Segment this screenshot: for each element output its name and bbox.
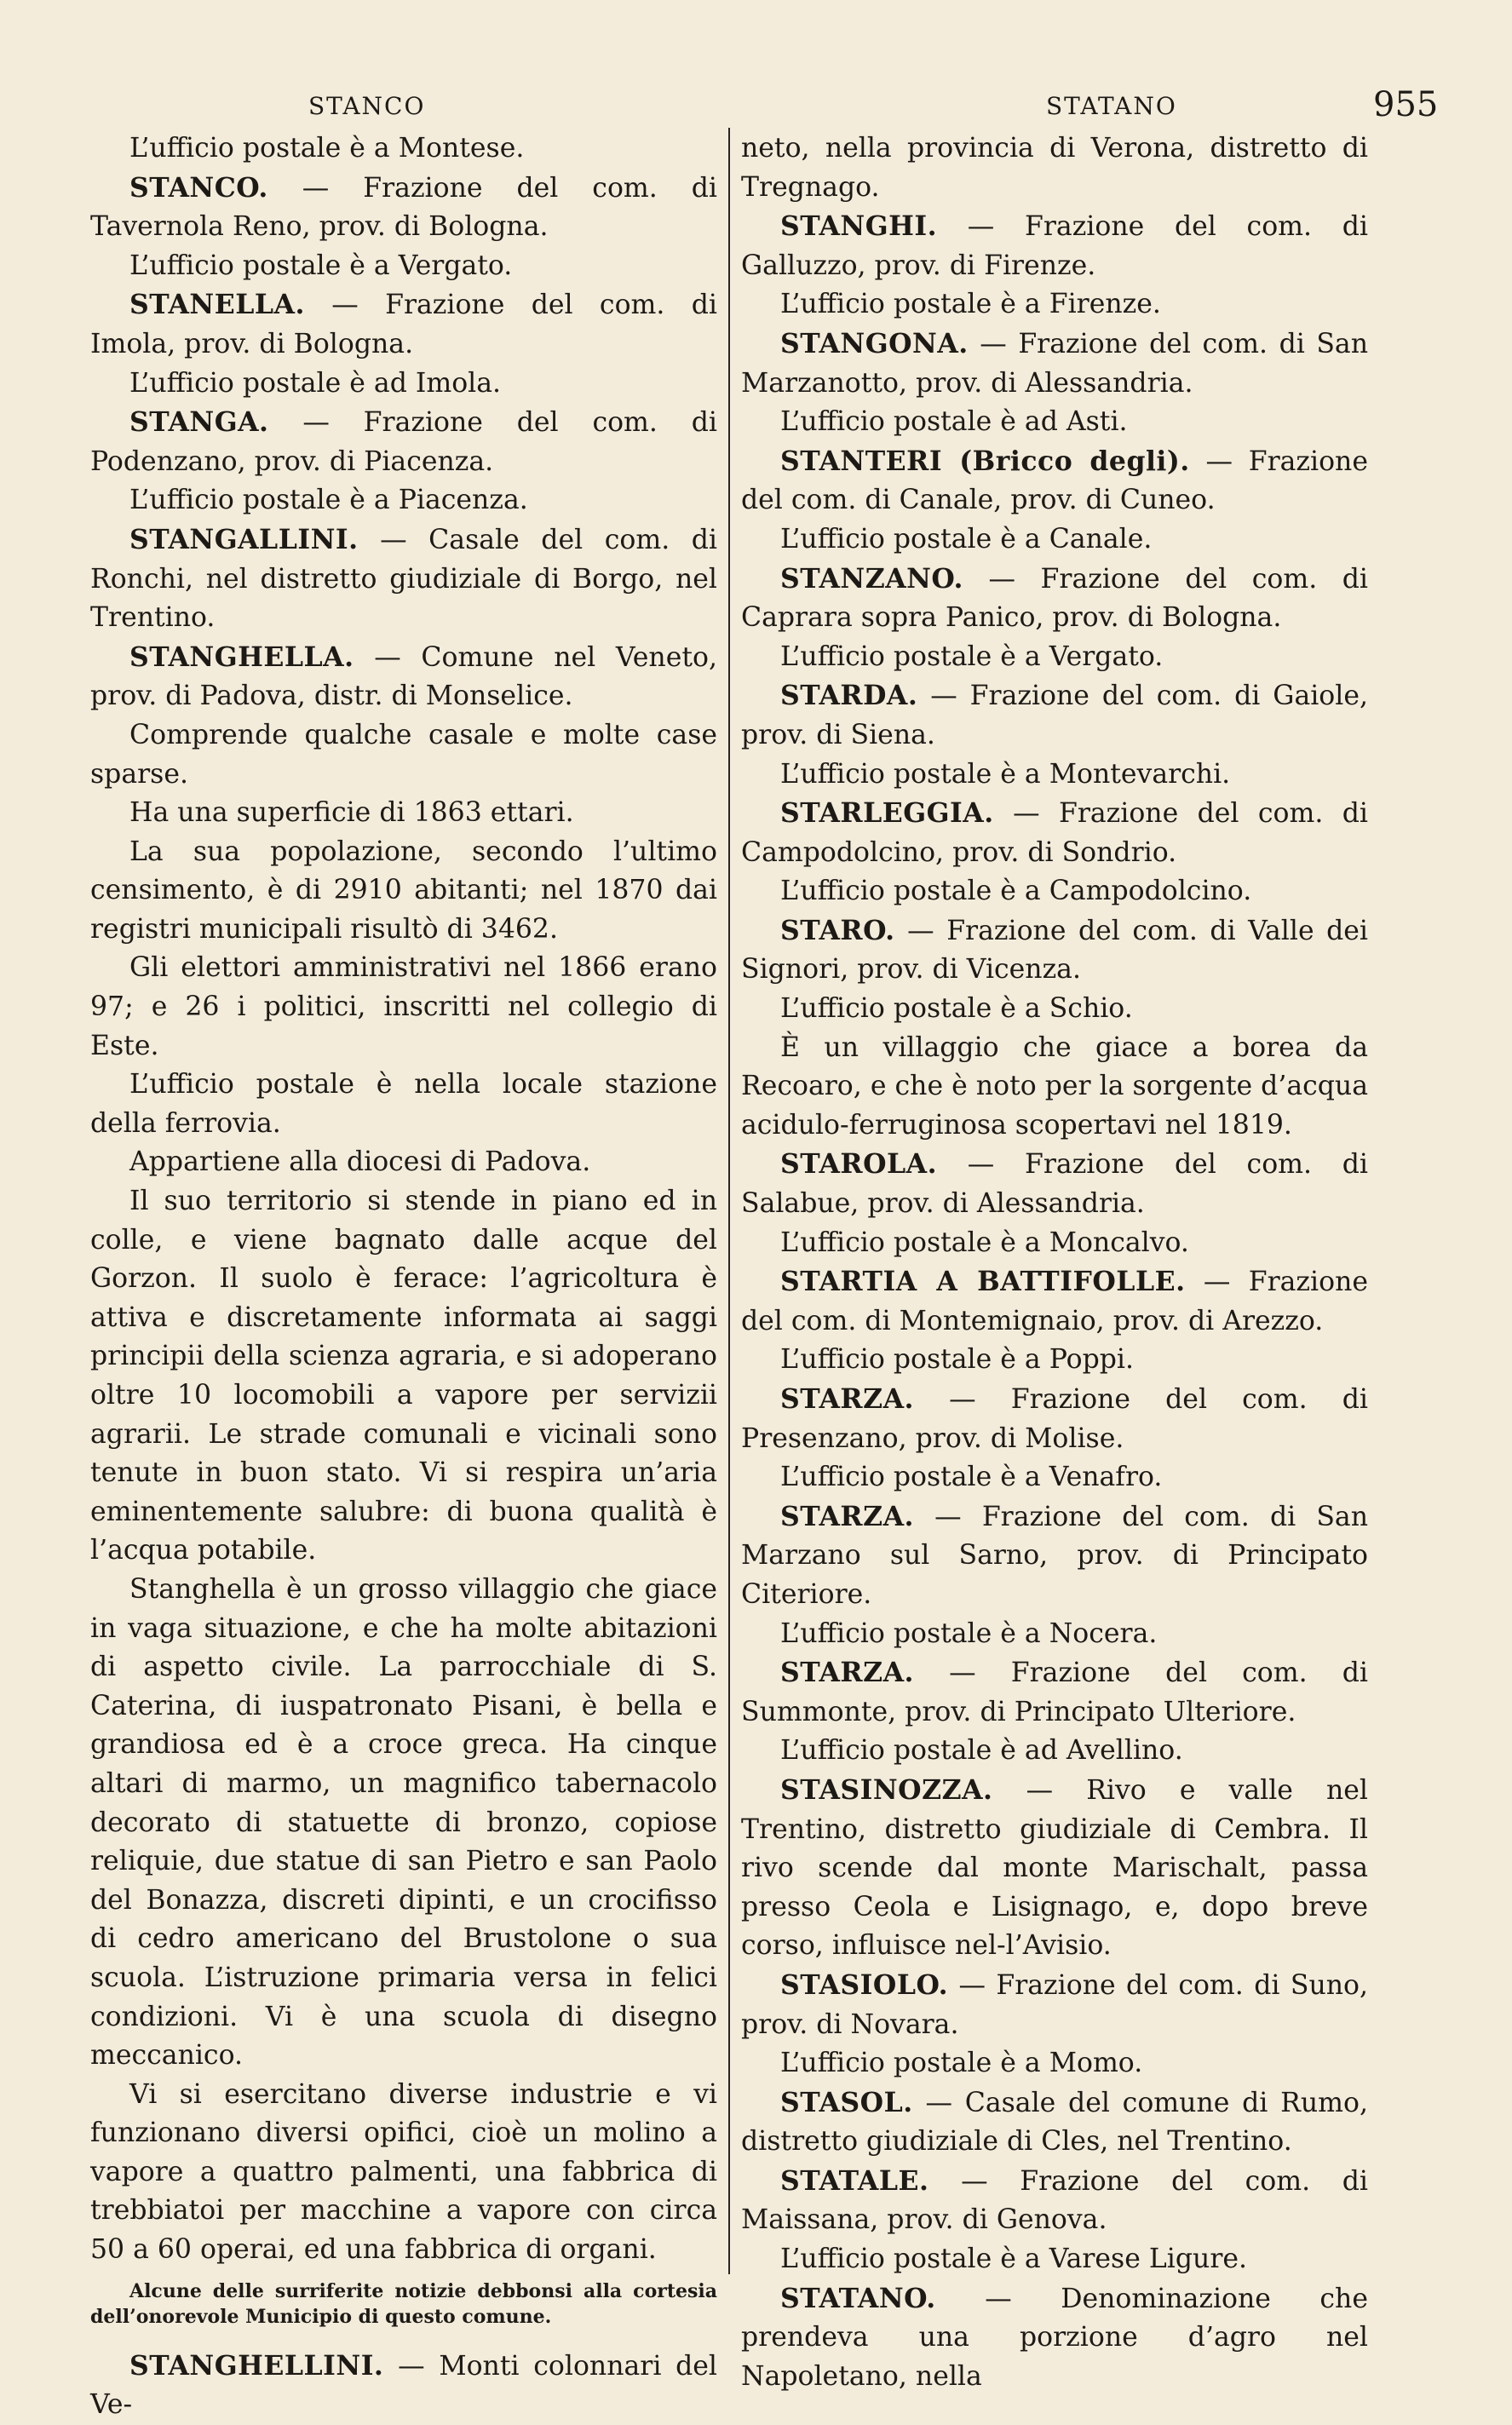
gazetteer-entry (741, 560, 1368, 638)
entry-text: L’ufficio postale è a Montevarchi. (780, 758, 1231, 790)
footnote (90, 2278, 717, 2330)
gazetteer-entry (741, 1262, 1368, 1341)
gazetteer-entry (90, 169, 717, 247)
entry-headword: STASOL. (780, 2086, 913, 2118)
entry-paragraph (90, 1571, 717, 2076)
entry-headword: STANGHELLA. (129, 641, 354, 673)
entry-headword: STARTIA A BATTIFOLLE. (780, 1266, 1186, 1298)
left-column (90, 129, 717, 2425)
entry-paragraph (90, 247, 717, 286)
gazetteer-entry (741, 1497, 1368, 1615)
entry-paragraph (741, 2240, 1368, 2279)
entry-text: L’ufficio postale è nella locale stazione della ferrovia. (90, 1069, 717, 1139)
entry-text: — Rivo e valle nel Trentino, distretto giudiziale di Cembra. Il rivo scende dal monte Marischalt, passa presso Ceola e Lisignago, e, dopo breve corso, influisce nel-l’Avisio. (741, 1774, 1368, 1962)
entry-text: — Frazione del com. di Montemignaio, prov. di Arezzo. (741, 1267, 1368, 1336)
entry-text: — Frazione del com. di Suno, prov. di Novara. (741, 1969, 1368, 2040)
entry-headword: STANZANO. (780, 562, 963, 595)
entry-headword: STATANO. (780, 2282, 936, 2314)
gazetteer-entry (741, 1380, 1368, 1458)
entry-text: Alcune delle surriferite notizie debbonsi alla cortesia dell’onorevole Municipio di questo comune. (90, 2279, 717, 2328)
entry-text: L’ufficio postale è a Montese. (129, 133, 525, 164)
gazetteer-entry (90, 285, 717, 364)
gazetteer-entry (741, 911, 1368, 990)
gazetteer-entry (741, 325, 1368, 403)
entry-text: L’ufficio postale è ad Avellino. (780, 1735, 1183, 1767)
column-divider (728, 128, 730, 2274)
gazetteer-entry (741, 1771, 1368, 1966)
entry-text: Vi si esercitano diverse industrie e vi funzionano diversi opifici, cioè un molino a vapore a quattro palmenti, una fabbrica di trebbiatoi per macchine a vapore con circa 50 a 60 operai, ed una fabbrica di organi. (90, 2078, 717, 2266)
entry-paragraph (90, 833, 717, 950)
entry-text: — Frazione del com. di Podenzano, prov. di Piacenza. (90, 407, 717, 477)
entry-text: L’ufficio postale è a Nocera. (780, 1618, 1158, 1649)
left-running-head: STANCO (308, 92, 426, 120)
entry-paragraph (741, 990, 1368, 1029)
entry-text: — Casale del com. di Ronchi, nel distretto giudiziale di Borgo, nel Trentino. (90, 524, 717, 634)
entry-text: — Frazione del com. di Salabue, prov. di Alessandria. (741, 1149, 1368, 1220)
entry-paragraph (741, 2044, 1368, 2083)
entry-paragraph (741, 285, 1368, 325)
entry-text: La sua popolazione, secondo l’ultimo censimento, è di 2910 abitanti; nel 1870 dai registri municipali risultò di 3462. (90, 836, 717, 945)
gazetteer-entry (741, 1966, 1368, 2044)
entry-headword: STARLEGGIA. (780, 797, 994, 830)
entry-paragraph (741, 129, 1368, 207)
entry-headword: STASIOLO. (780, 1968, 949, 2001)
gazetteer-entry (741, 1145, 1368, 1223)
entry-text: L’ufficio postale è a Momo. (780, 2048, 1143, 2079)
entry-text: — Frazione del com. di Summonte, prov. di Principato Ulteriore. (741, 1658, 1368, 1727)
gazetteer-entry (741, 442, 1368, 520)
entry-headword: STARO. (780, 914, 895, 946)
entry-headword: STARZA. (780, 1657, 914, 1689)
entry-text: — Frazione del com. di Tavernola Reno, prov. di Bologna. (90, 172, 717, 243)
entry-text: L’ufficio postale è ad Asti. (780, 406, 1128, 438)
entry-headword: STANGA. (129, 406, 269, 439)
gazetteer-entry (741, 2162, 1368, 2240)
gazetteer-entry (90, 2347, 717, 2425)
entry-text: L’ufficio postale è ad Imola. (129, 367, 502, 399)
entry-text: L’ufficio postale è a Venafro. (780, 1462, 1163, 1493)
entry-paragraph (741, 520, 1368, 560)
entry-headword: STANELLA. (129, 289, 305, 321)
entry-text: L’ufficio postale è a Moncalvo. (780, 1227, 1189, 1258)
entry-paragraph (741, 1029, 1368, 1146)
gazetteer-entry (741, 794, 1368, 872)
entry-text: L’ufficio postale è a Vergato. (780, 641, 1164, 672)
entry-headword: STARDA. (780, 680, 918, 712)
entry-text: — Frazione del com. di Canale, prov. di Cuneo. (741, 445, 1368, 516)
entry-text: — Frazione del com. di Gaiole, prov. di Siena. (741, 681, 1368, 750)
entry-text: — Frazione del com. di Imola, prov. di Bologna. (90, 290, 717, 359)
entry-text: neto, nella provincia di Verona, distretto di Tregnago. (741, 133, 1368, 203)
entry-text: L’ufficio postale è a Schio. (780, 993, 1133, 1025)
entry-text: — Frazione del com. di Maissana, prov. di Genova. (741, 2165, 1368, 2236)
entry-headword: STAROLA. (780, 1148, 938, 1181)
entry-text: — Comune nel Veneto, prov. di Padova, distr. di Monselice. (90, 641, 717, 712)
gazetteer-entry (90, 638, 717, 716)
entry-text: — Frazione del com. di Valle dei Signori, prov. di Vicenza. (741, 915, 1368, 986)
entry-text: È un villaggio che giace a borea da Recoaro, e che è noto per la sorgente d’acqua acidulo-ferruginosa scopertavi nel 1819. (741, 1031, 1368, 1141)
entry-text: L’ufficio postale è a Firenze. (780, 289, 1161, 320)
entry-text: — Monti colonnari del Ve- (90, 2350, 717, 2421)
entry-text: L’ufficio postale è a Poppi. (780, 1344, 1135, 1376)
gazetteer-entry (741, 676, 1368, 755)
entry-paragraph (741, 1341, 1368, 1380)
entry-paragraph (90, 1182, 717, 1571)
entry-paragraph (90, 949, 717, 1066)
entry-text: L’ufficio postale è a Varese Ligure. (780, 2244, 1248, 2275)
entry-text: — Frazione del com. di Campodolcino, prov. di Sondrio. (741, 798, 1368, 868)
entry-paragraph (741, 872, 1368, 911)
gazetteer-entry (741, 2083, 1368, 2162)
entry-paragraph (90, 481, 717, 520)
entry-paragraph (741, 756, 1368, 795)
entry-text: — Frazione del com. di San Marzano sul Sarno, prov. di Principato Citeriore. (741, 1501, 1368, 1610)
entry-text: Comprende qualche casale e molte case sparse. (90, 719, 717, 790)
entry-text: L’ufficio postale è a Canale. (780, 523, 1153, 555)
entry-headword: STANGHI. (780, 210, 938, 243)
entry-text: — Frazione del com. di Presenzano, prov. di Molise. (741, 1384, 1368, 1454)
gazetteer-entry (90, 520, 717, 638)
entry-headword: STANGALLINI. (129, 523, 359, 555)
entry-paragraph (741, 1224, 1368, 1263)
entry-paragraph (741, 403, 1368, 442)
page-number: 955 (1373, 85, 1439, 124)
gazetteer-entry (90, 403, 717, 481)
entry-headword: STANTERI (Bricco degli). (780, 445, 1190, 477)
entry-paragraph (741, 1458, 1368, 1497)
entry-paragraph (90, 365, 717, 404)
entry-text: Il suo territorio si stende in piano ed in colle, e viene bagnato dalle acque del Gorzon. Il suolo è ferace: l’agricoltura è attiva e discretamente informata ai saggi principii della scienza agraria, e si adoperano oltre 10 locomobili a vapore per servizii agrarii. Le strade comunali e vicinali sono tenute in buon stato. Vi si respira un’aria eminentemente salubre: di buona qualità è l’acqua potabile. (90, 1186, 717, 1566)
right-running-head: STATANO (1046, 92, 1177, 120)
gazetteer-entry (741, 1653, 1368, 1732)
right-column (741, 129, 1368, 2396)
entry-text: — Frazione del com. di San Marzanotto, prov. di Alessandria. (741, 328, 1368, 399)
entry-paragraph (90, 794, 717, 833)
entry-text: Ha una superficie di 1863 ettari. (129, 797, 574, 829)
entry-headword: STANGONA. (780, 327, 969, 359)
entry-text: Appartiene alla diocesi di Padova. (129, 1146, 591, 1178)
entry-paragraph (90, 2076, 717, 2270)
entry-text: — Casale del comune di Rumo, distretto giudiziale di Cles, nel Trentino. (741, 2087, 1368, 2158)
entry-headword: STANCO. (129, 171, 268, 204)
entry-paragraph (741, 1732, 1368, 1771)
entry-headword: STARZA. (780, 1500, 914, 1532)
entry-headword: STASINOZZA. (780, 1773, 993, 1806)
entry-headword: STARZA. (780, 1383, 914, 1415)
entry-paragraph (741, 638, 1368, 677)
entry-paragraph (90, 716, 717, 794)
gazetteer-entry (741, 207, 1368, 285)
entry-text: — Frazione del com. di Galluzzo, prov. di Firenze. (741, 211, 1368, 281)
entry-paragraph (90, 1066, 717, 1143)
entry-paragraph (90, 129, 717, 169)
entry-headword: STATALE. (780, 2164, 929, 2197)
entry-text: L’ufficio postale è a Vergato. (129, 250, 513, 281)
entry-text: — Denominazione che prendeva una porzione d’agro nel Napoletano, nella (741, 2283, 1368, 2392)
entry-text: — Frazione del com. di Caprara sopra Panico, prov. di Bologna. (741, 563, 1368, 634)
entry-text: Stanghella è un grosso villaggio che giace in vaga situazione, e che ha molte abitazioni di aspetto civile. La parrocchiale di S. Caterina, di iuspatronato Pisani, è bella e grandiosa ed è a croce greca. Ha cinque altari di marmo, un magnifico tabernacolo decorato di statuette di bronzo, copiose reliquie, due statue di san Pietro e san Paolo del Bonazza, discreti dipinti, e un crocifisso di cedro americano del Brustolone o sua scuola. L’istruzione primaria versa in felici condizioni. Vi è una scuola di disegno meccanico. (90, 1573, 717, 2072)
entry-text: Gli elettori amministrativi nel 1866 erano 97; e 26 i politici, inscritti nel collegio di Este. (90, 952, 717, 1061)
entry-headword: STANGHELLINI. (129, 2349, 384, 2382)
entry-paragraph (90, 1143, 717, 1182)
entry-paragraph (741, 1615, 1368, 1654)
gazetteer-entry (741, 2279, 1368, 2397)
entry-text: L’ufficio postale è a Piacenza. (129, 485, 528, 516)
entry-text: L’ufficio postale è a Campodolcino. (780, 876, 1252, 907)
